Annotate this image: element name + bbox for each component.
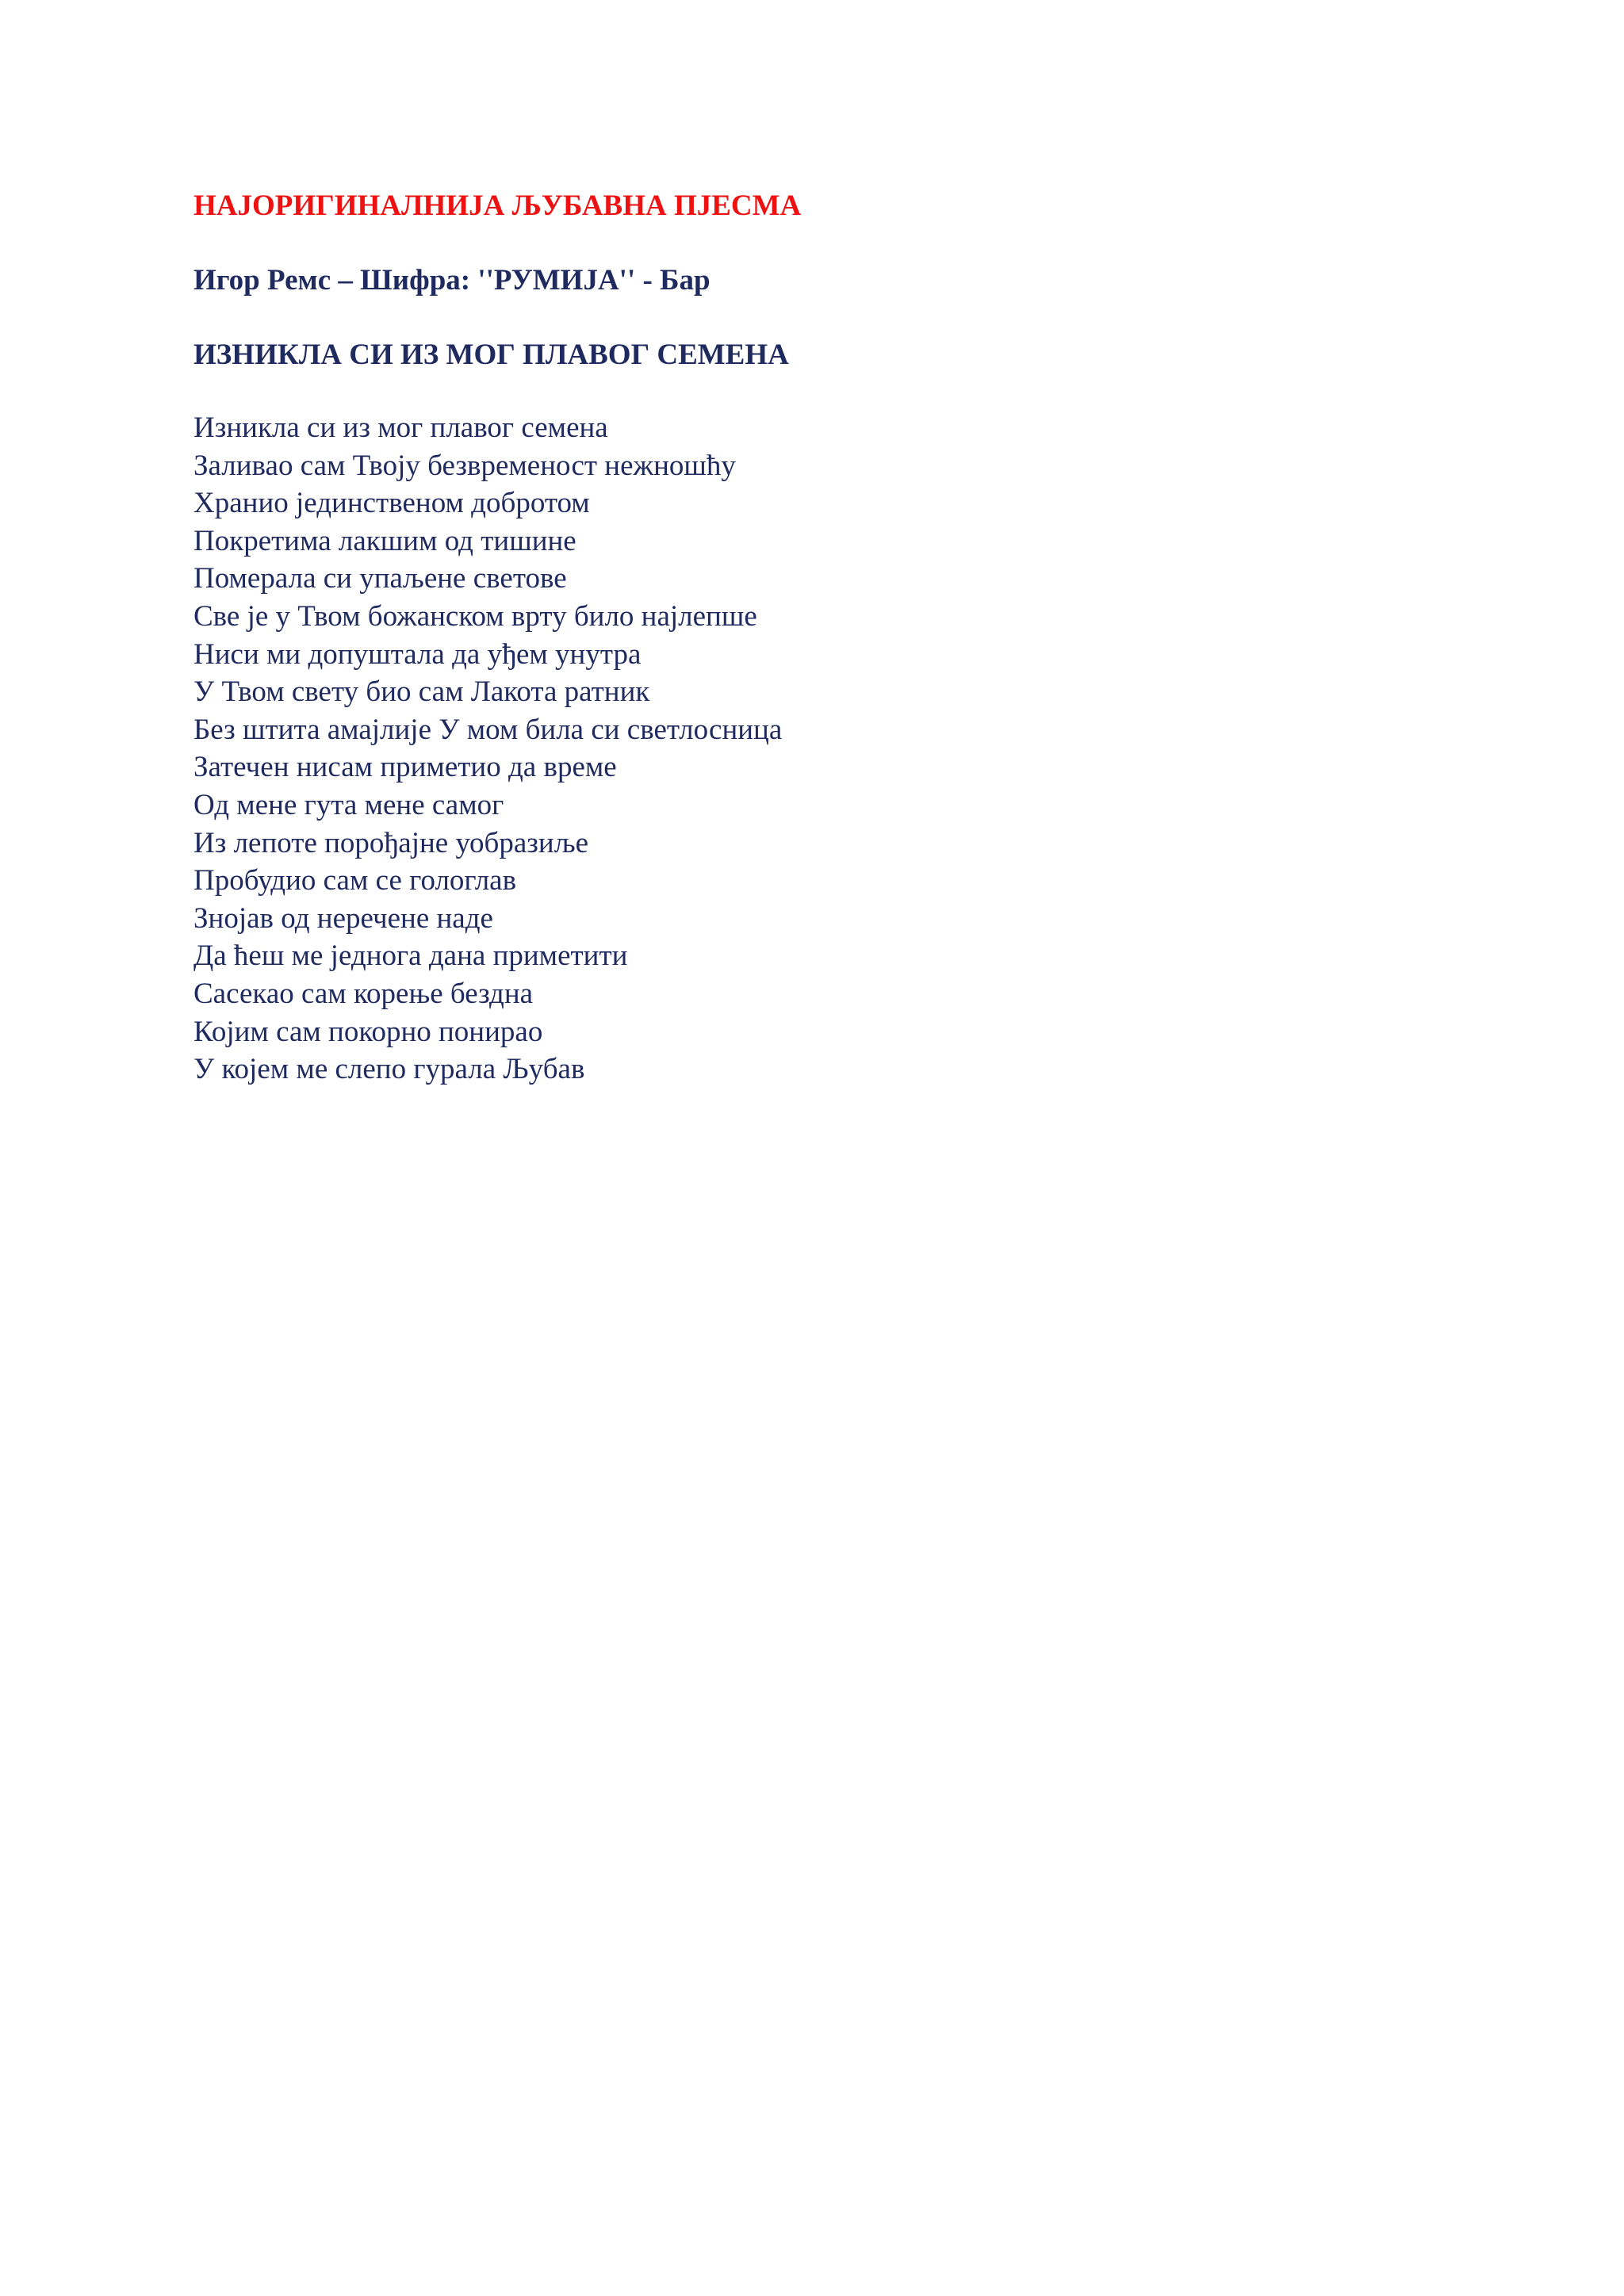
poem-line: Покретима лакшим од тишине xyxy=(193,524,576,557)
poem-line: Изникла си из мог плавог семена xyxy=(193,411,608,444)
contest-title: НАЈОРИГИНАЛНИЈА ЉУБАВНА ПЈЕСМА xyxy=(193,189,802,222)
poem-title: ИЗНИКЛА СИ ИЗ МОГ ПЛАВОГ СЕМЕНА xyxy=(193,339,789,371)
poem-body xyxy=(193,409,1542,1089)
poem-line: Да ћеш ме једнога дана приметити xyxy=(193,939,628,973)
poem-line: Без штита амајлије У мом била си светлосница xyxy=(193,713,783,746)
poem-line: Пробудио сам се гологлав xyxy=(193,864,517,897)
poem-line: Сасекао сам корење бездна xyxy=(193,977,534,1010)
poem-line: У којем ме слепо гурала Љубав xyxy=(193,1053,585,1086)
document-content xyxy=(193,187,1542,1089)
poem-line: Померала си упаљене светове xyxy=(193,562,567,595)
poem-line: Ниси ми допуштала да уђем унутра xyxy=(193,637,642,671)
poem-line: Од мене гута мене самог xyxy=(193,788,504,821)
poem-line: Све је у Твом божанском врту било најлепше xyxy=(193,599,757,633)
poem-line: Из лепоте порођајне уобразиље xyxy=(193,826,589,859)
poem-line: Заливао сам Твоју безвременост нежношћу xyxy=(193,449,736,482)
poem-line: У Твом свету био сам Лакота ратник xyxy=(193,675,650,709)
poem-line: Знојав од неречене наде xyxy=(193,901,493,935)
poem-line: Којим сам покорно понирао xyxy=(193,1015,543,1048)
author-byline: Игор Ремс – Шифра: ''РУМИЈА'' - Бар xyxy=(193,264,710,297)
poem-line: Затечен нисам приметио да време xyxy=(193,751,617,784)
poem-line: Хранио јединственом добротом xyxy=(193,487,590,520)
